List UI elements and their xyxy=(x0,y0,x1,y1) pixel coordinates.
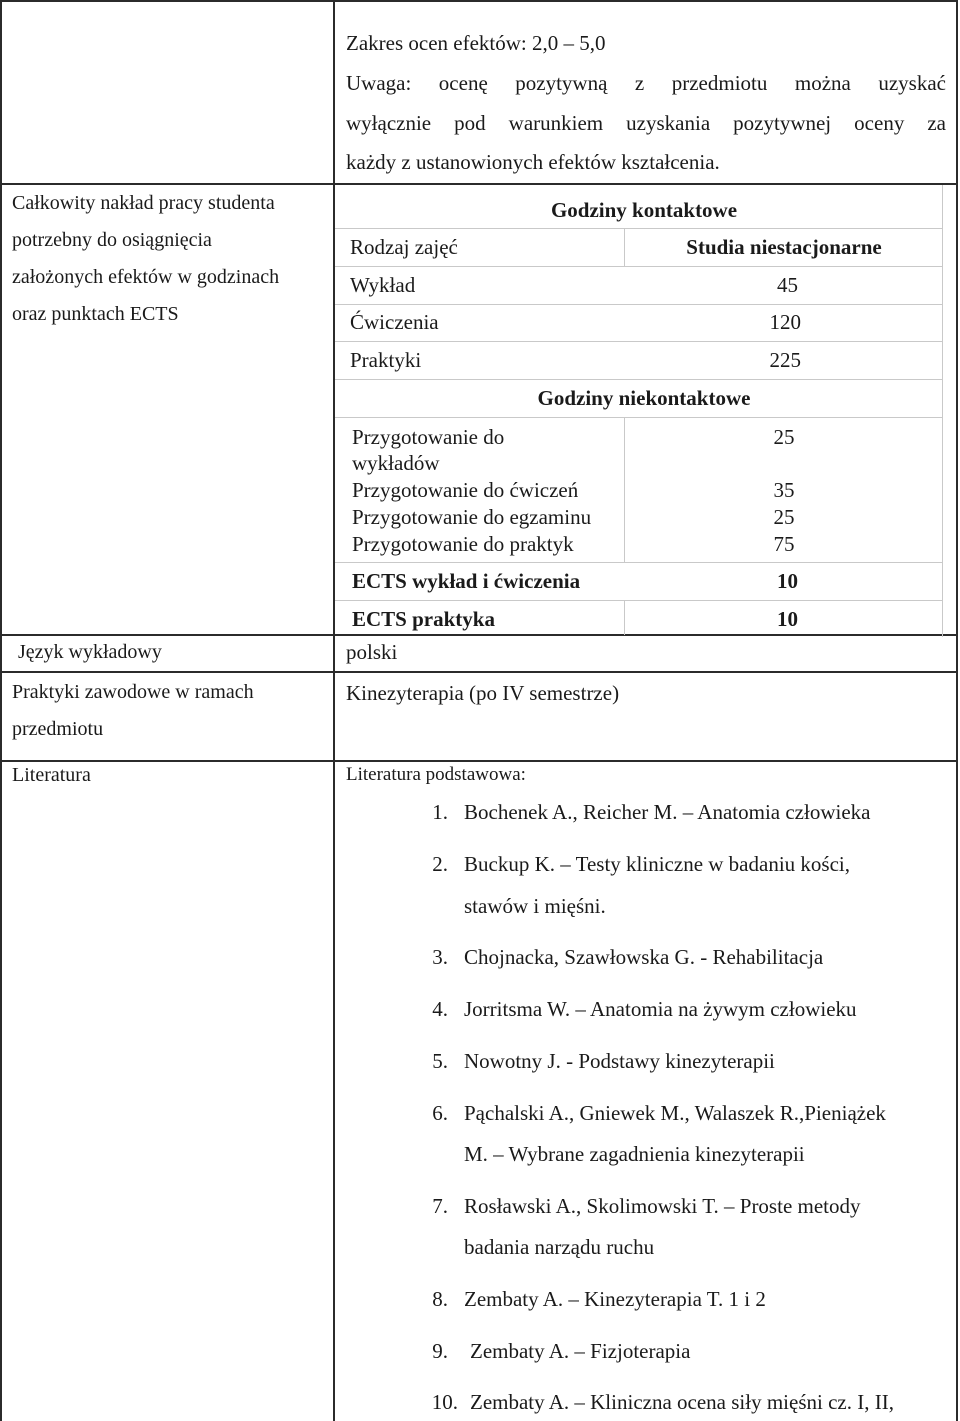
internship-label-line1: Praktyki zawodowe w ramach xyxy=(12,681,254,703)
contact-row-value: 225 xyxy=(769,348,801,372)
contact-hours-header: Godziny kontaktowe xyxy=(550,198,738,222)
literature-item-text: Buckup K. – Testy kliniczne w badaniu kości, xyxy=(464,852,850,876)
grading-note-line2: wyłącznie pod warunkiem uzyskania pozytywnej oceny za xyxy=(346,111,946,135)
hours-table-line xyxy=(335,228,943,229)
literature-item-number: 5. xyxy=(432,1049,448,1073)
literature-item-text: Chojnacka, Szawłowska G. - Rehabilitacja xyxy=(464,945,824,969)
contact-row-value: 120 xyxy=(769,310,801,334)
workload-label-line: Całkowity nakład pracy studenta xyxy=(12,192,275,214)
ects-row-value: 10 xyxy=(777,607,798,631)
literature-item-number: 6. xyxy=(432,1101,448,1125)
literature-item-text: Jorritsma W. – Anatomia na żywym człowieku xyxy=(464,997,857,1021)
ects-row-value: 10 xyxy=(777,569,798,593)
literature-item-text: Rosławski A., Skolimowski T. – Proste metody xyxy=(464,1194,861,1218)
hours-table-line xyxy=(335,341,943,342)
table-border-left xyxy=(0,0,2,1421)
ects-row-label: ECTS praktyka xyxy=(352,607,495,631)
noncontact-row-value: 75 xyxy=(773,532,795,556)
noncontact-row-label: wykładów xyxy=(352,451,440,475)
hours-table-col-divider xyxy=(624,600,625,635)
literature-item-number: 1. xyxy=(432,800,448,824)
hours-table-line xyxy=(335,562,943,563)
literature-item-number: 9. xyxy=(432,1339,448,1363)
literature-item-text: Zembaty A. – Kinezyterapia T. 1 i 2 xyxy=(464,1287,766,1311)
hours-table-line xyxy=(335,266,943,267)
grading-note-line3: każdy z ustanowionych efektów kształcenia. xyxy=(346,150,720,174)
table-border-right xyxy=(956,0,958,1421)
workload-label xyxy=(12,185,327,333)
literature-item-text: Zembaty A. – Kliniczna ocena siły mięśni cz. I, II, xyxy=(470,1390,894,1414)
literature-item-number: 2. xyxy=(432,852,448,876)
language-label: Język wykładowy xyxy=(18,641,162,663)
hours-table-line xyxy=(335,304,943,305)
literature-item-text: Zembaty A. – Fizjoterapia xyxy=(470,1339,691,1363)
contact-row-label: Praktyki xyxy=(350,348,422,372)
internship-value: Kinezyterapia (po IV semestrze) xyxy=(346,681,620,705)
literature-item-number: 3. xyxy=(432,945,448,969)
noncontact-row-value: 25 xyxy=(773,505,795,529)
hours-table-col-divider xyxy=(624,228,625,266)
noncontact-row-value: 25 xyxy=(773,425,795,449)
literature-item-number: 7. xyxy=(432,1194,448,1218)
workload-label-line: założonych efektów w godzinach xyxy=(12,266,280,288)
contact-row-value: 45 xyxy=(777,273,798,297)
literature-item-text: Nowotny J. - Podstawy kinezyterapii xyxy=(464,1049,775,1073)
workload-label-line: oraz punktach ECTS xyxy=(12,303,179,325)
literature-item-number: 4. xyxy=(432,997,448,1021)
contact-row-label: Ćwiczenia xyxy=(350,310,439,334)
noncontact-row-label: Przygotowanie do xyxy=(352,425,505,449)
literature-item-number: 10. xyxy=(431,1390,458,1414)
literature-label: Literatura xyxy=(12,764,91,786)
noncontact-hours-header: Godziny niekontaktowe xyxy=(537,386,751,410)
literature-item-number: 8. xyxy=(432,1287,448,1311)
literature-item-text: M. – Wybrane zagadnienia kinezyterapii xyxy=(464,1142,805,1166)
hours-table-col-divider xyxy=(624,417,625,562)
hours-table-right xyxy=(942,185,943,637)
grading-range: Zakres ocen efektów: 2,0 – 5,0 xyxy=(346,31,606,55)
row-divider-literature xyxy=(0,760,958,762)
literature-item-text: Pąchalski A., Gniewek M., Walaszek R.,Pieniążek xyxy=(464,1101,886,1125)
language-value: polski xyxy=(346,640,398,664)
internship-label-line2: przedmiotu xyxy=(12,718,104,740)
grading-note-line1: Uwaga: ocenę pozytywną z przedmiotu można uzyskać xyxy=(346,71,946,95)
contact-row-label: Wykład xyxy=(350,273,416,297)
hours-table-line xyxy=(335,379,943,380)
literature-item-text: Bochenek A., Reicher M. – Anatomia człowieka xyxy=(464,800,871,824)
literature-item-text: badania narządu ruchu xyxy=(464,1235,655,1259)
column-header-type: Rodzaj zajęć xyxy=(350,235,458,259)
workload-label-line: potrzebny do osiągnięcia xyxy=(12,229,212,251)
row-divider-internship xyxy=(0,671,958,673)
literature-item-text: stawów i mięśni. xyxy=(464,894,606,918)
ects-row-label: ECTS wykład i ćwiczenia xyxy=(352,569,581,593)
noncontact-row-label: Przygotowanie do egzaminu xyxy=(352,505,592,529)
literature-heading: Literatura podstawowa: xyxy=(346,764,526,785)
noncontact-row-label: Przygotowanie do ćwiczeń xyxy=(352,478,579,502)
noncontact-row-value: 35 xyxy=(773,478,795,502)
hours-table-line xyxy=(335,600,943,601)
column-header-mode: Studia niestacjonarne xyxy=(686,235,882,259)
table-border-top xyxy=(0,0,958,2)
noncontact-row-label: Przygotowanie do praktyk xyxy=(352,532,574,556)
hours-table-line xyxy=(335,417,943,418)
